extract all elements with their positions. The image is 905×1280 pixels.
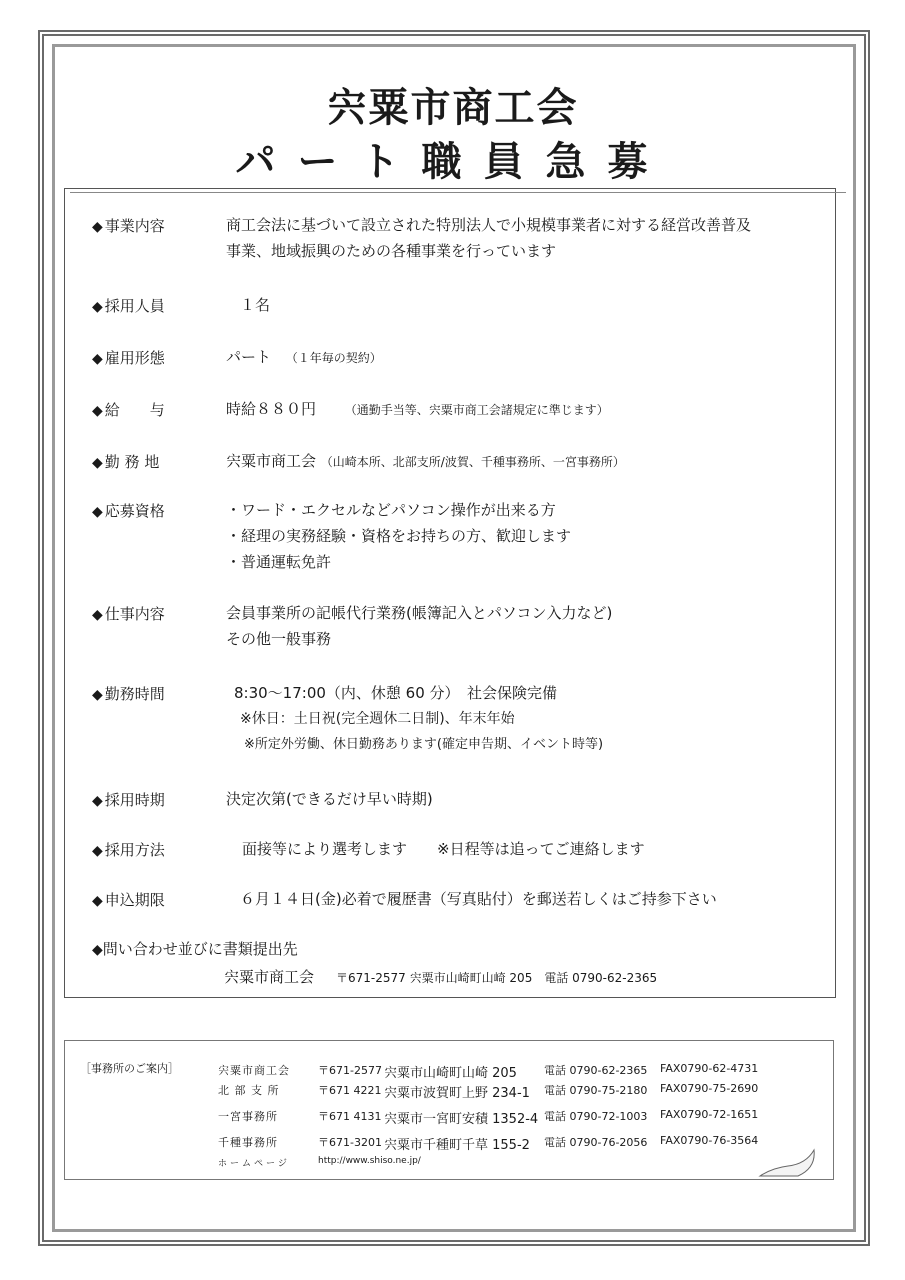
- diamond-bullet-icon: ◆: [92, 687, 103, 703]
- page-curl-icon: [758, 1148, 818, 1178]
- item-note: （通勤手当等、宍粟市商工会諸規定に準じます）: [344, 403, 609, 417]
- contact-name: 宍粟市商工会: [224, 968, 315, 986]
- office-phone: 電話 0790-76-2056: [544, 1136, 648, 1149]
- office-name: 宍粟市商工会: [218, 1064, 290, 1077]
- item-label: 事業内容: [104, 217, 165, 235]
- office-zip: 〒671 4221: [318, 1084, 382, 1097]
- contact-address: 〒671-2577 宍粟市山崎町山崎 205 電話 0790-62-2365: [336, 971, 658, 985]
- diamond-bullet-icon: ◆: [92, 219, 103, 235]
- diamond-bullet-icon: ◆: [92, 893, 103, 909]
- diamond-bullet-icon: ◆: [92, 843, 103, 859]
- office-fax: FAX0790-75-2690: [660, 1082, 759, 1095]
- job-details-box: [64, 188, 836, 998]
- diamond-bullet-icon: ◆: [92, 793, 103, 809]
- item-value-line: その他一般事務: [226, 630, 332, 648]
- item-value-line: 決定次第(できるだけ早い時期): [226, 790, 433, 808]
- office-phone: 電話 0790-75-2180: [544, 1084, 648, 1097]
- item-label: 給 与: [104, 401, 165, 419]
- recruitment-title: パート職員急募: [235, 138, 670, 185]
- contact-heading: [92, 938, 298, 959]
- item-value-line: ・経理の実務経験・資格をお持ちの方、歓迎します: [226, 527, 572, 545]
- item-note: （１年毎の契約）: [285, 351, 382, 365]
- office-name: 一宮事務所: [218, 1110, 278, 1123]
- office-zip: 〒671 4131: [318, 1110, 382, 1123]
- item-label: 採用時期: [104, 791, 165, 809]
- office-name: 北 部 支 所: [218, 1084, 280, 1097]
- item-value-line: ６月１４日(金)必着で履歴書（写真貼付）を郵送若しくはご持参下さい: [240, 890, 717, 908]
- item-value-line: １名: [240, 296, 271, 314]
- office-name: 千種事務所: [218, 1136, 278, 1149]
- item-value: 時給８８０円: [226, 400, 317, 418]
- item-label: 申込期限: [104, 891, 165, 909]
- office-directory-label: ［事務所のご案内］: [80, 1062, 179, 1075]
- office-address: 宍粟市山崎町山崎 205: [384, 1066, 517, 1081]
- office-address: 宍粟市波賀町上野 234-1: [384, 1086, 530, 1101]
- diamond-bullet-icon: ◆: [92, 403, 103, 419]
- office-address: 宍粟市一宮町安積 1352-4: [384, 1112, 539, 1127]
- office-phone: 電話 0790-62-2365: [544, 1064, 648, 1077]
- item-value-line: ※所定外労働、休日勤務あります(確定申告期、イベント時等): [244, 737, 604, 752]
- diamond-bullet-icon: ◆: [92, 942, 103, 958]
- homepage-label: ホームページ: [218, 1159, 290, 1169]
- item-value-line: 商工会法に基づいて設立された特別法人で小規模事業者に対する経営改善普及: [226, 216, 752, 234]
- diamond-bullet-icon: ◆: [92, 504, 103, 520]
- item-value-line: 8:30～17:00（内、休憩 60 分） 社会保険完備: [234, 684, 558, 702]
- item-label: 採用方法: [104, 841, 165, 859]
- item-label: 仕事内容: [104, 605, 165, 623]
- office-zip: 〒671-3201: [318, 1136, 382, 1149]
- item-note: （山崎本所、北部支所/波賀、千種事務所、一宮事務所）: [320, 455, 625, 469]
- office-phone: 電話 0790-72-1003: [544, 1110, 648, 1123]
- item-value-line: 会員事業所の記帳代行業務(帳簿記入とパソコン入力など): [226, 604, 613, 622]
- item-value-line: ※休日：土日祝(完全週休二日制)、年末年始: [240, 711, 515, 727]
- office-zip: 〒671-2577: [318, 1064, 382, 1077]
- contact-heading-text: 問い合わせ並びに書類提出先: [102, 940, 298, 958]
- diamond-bullet-icon: ◆: [92, 351, 103, 367]
- office-fax: FAX0790-62-4731: [660, 1062, 759, 1075]
- diamond-bullet-icon: ◆: [92, 299, 103, 315]
- diamond-bullet-icon: ◆: [92, 607, 103, 623]
- office-fax: FAX0790-76-3564: [660, 1134, 759, 1147]
- item-label: 勤 務 地: [104, 453, 160, 471]
- item-label: 勤務時間: [104, 685, 165, 703]
- box-divider: [70, 192, 846, 193]
- contact-info: [224, 966, 657, 987]
- item-value: 宍粟市商工会: [226, 452, 317, 470]
- item-label: 採用人員: [104, 297, 165, 315]
- item-label: 雇用形態: [104, 349, 165, 367]
- homepage-link[interactable]: http://www.shiso.ne.jp/: [318, 1156, 421, 1166]
- office-address: 宍粟市千種町千草 155-2: [384, 1138, 530, 1153]
- item-value-line: ・普通運転免許: [226, 553, 332, 571]
- office-fax: FAX0790-72-1651: [660, 1108, 759, 1121]
- item-value-line: 面接等により選考します ※日程等は追ってご連絡します: [242, 840, 645, 858]
- item-value-line: 事業、地域振興のための各種事業を行っています: [226, 242, 557, 260]
- item-value: パート: [226, 348, 272, 366]
- organization-title: 宍粟市商工会: [326, 84, 579, 131]
- item-value-line: ・ワード・エクセルなどパソコン操作が出来る方: [226, 501, 556, 519]
- item-label: 応募資格: [104, 502, 165, 520]
- diamond-bullet-icon: ◆: [92, 455, 103, 471]
